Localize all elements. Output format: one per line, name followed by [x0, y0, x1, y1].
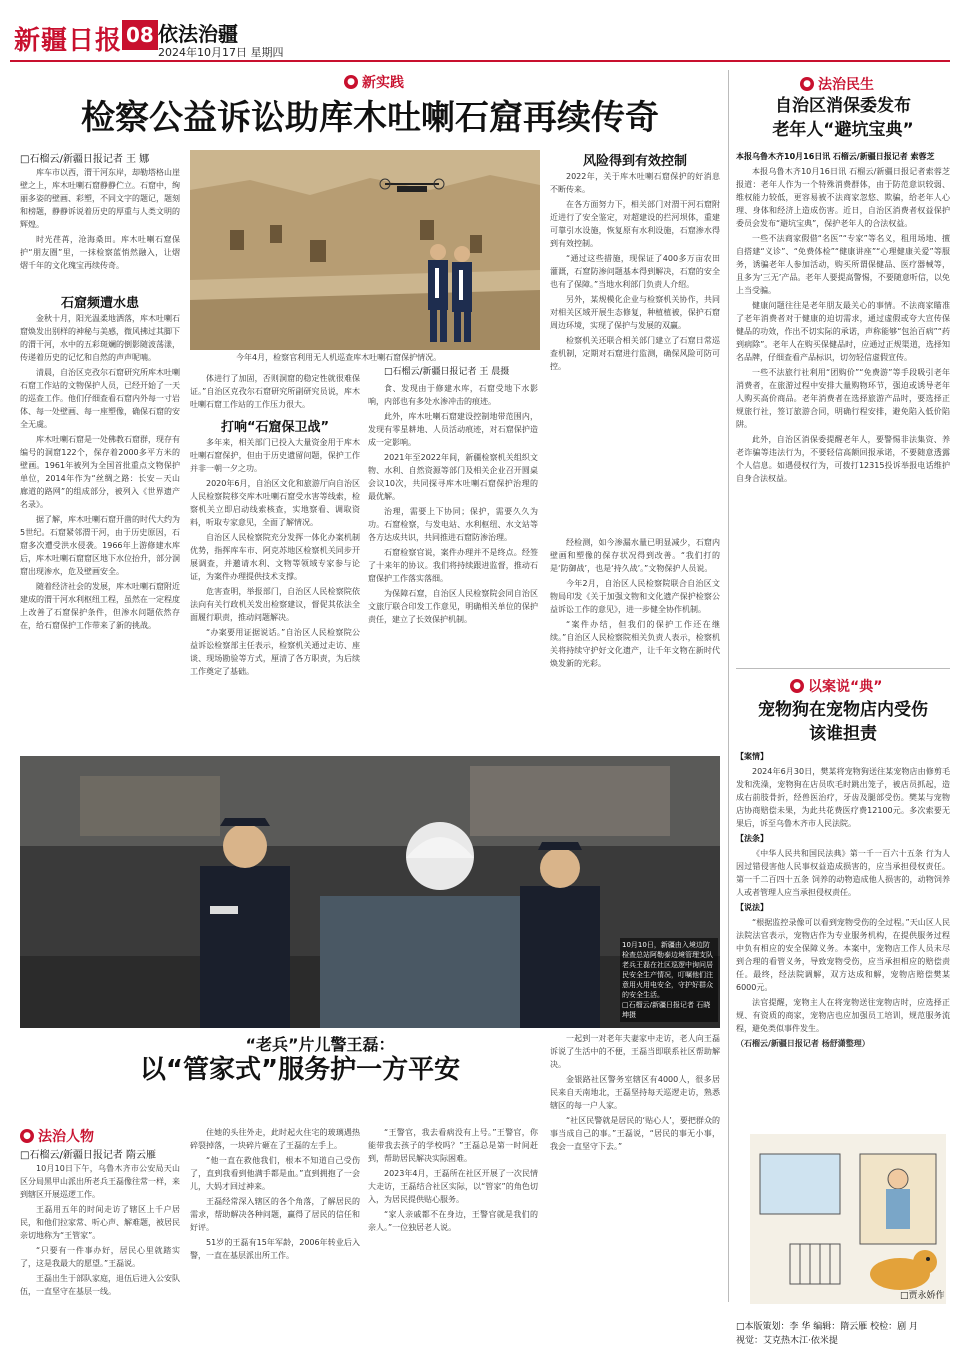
lead-subhead-3: 风险得到有效控制 [582, 154, 687, 169]
lead-column-2: 多年来，相关部门已投入大量资金用于库木吐喇石窟保护，但由于历史遗留问题，保护工作并非一朝一夕之功。 2020年6月，自治区文化和旅游厅向自治区人民检察院移交库木吐喇石窟受水害等线索，检察机关立即启动线索核查，实地察看、调取资料，听取专家意见，全面了解情况。 自治区人民检察院充分发挥一体化办案机制优势，指挥库车市、阿克苏地区检察机关同步开展调查，并邀请水利、文物等领域专家参与论证，为案件办理提供技术支撑。 危害查明，举报部门，自治区人民检察院依法向有关行政机关发出检察建议，督促其依法全面履行职责，推动问题解决。 “办案要用证据说话。”自治区人民检察院公益诉讼检察部主任表示，检察机关通过走访、座谈、现场勘验等方式，厘清了各方职责，为后续工作奠定了基础。 [190, 438, 360, 676]
page-number: 08 [122, 20, 158, 50]
feature-kicker: ● 法治人物 [20, 1126, 94, 1146]
lead-photo-credit: □石榴云/新疆日报记者 王 晨摄 [384, 367, 510, 377]
lead-column-3: 食、发现由于修建水库，石窟受地下水影响，内部也有多处水渗冲击的痕迹。 此外，库木吐喇石窟建设控制地带范围内，发现有零星耕地、人员活动痕迹，对石窟保护造成一定影响。 2021年至2022年间，新疆检察机关组织文物、水利、自然资源等部门及相关企业召开圆桌会议10次，共同探寻库木吐喇石窟保护治理的最优解。 治理，需要上下协同；保护，需要久久为功。石窟检察，与发电站、水利枢纽、水文站等各方达成共识，共同推进石窟防渗治理。 石窟检察官说，案件办理并不是终点。经签了十来年的协议。我们将持续跟进监督，推动石窟保护工作落实落细。 为保障石窟，自治区人民检察院会同自治区文旅厅联合印发工作意见，明确相关单位的保护责任，建立了长效保护机制。 [368, 384, 538, 624]
feature-column-2: 住她的头往外走，此时起火住宅的玻璃遇热碎裂掉落，一块碎片砸在了王磊的左手上。 “他一直在救他我们，根本不知道自己受伤了，直到我看到他满手都是血。”直到拥抱了一会儿，大妈才回过神来。 王磊经常深入辖区的各个角落，了解居民的需求，帮助解决各种问题，赢得了居民的信任和好评。 51岁的王磊有15年军龄，2006年转业后入警，一直在基层派出所工作。 [190, 1128, 360, 1260]
qa-kicker: ● 以案说“典” [790, 676, 882, 696]
feature-column-4: 一起到一对老年夫妻家中走访，老人向王磊诉说了生活中的不便，王磊当即联系社区帮助解决。 金银路社区警务室辖区有4000人，很多居民来自天南地北，王磊坚持每天巡逻走访，熟悉辖区的每一户人家。 “社区民警就是居民的‘贴心人’，要把群众的事当成自己的事。”王磊说，“居民的事无小事，我会一直坚守下去。” [550, 1034, 720, 1151]
kicker-dot-icon: ● [20, 1129, 34, 1143]
pet-shop-cartoon-illustration [750, 1134, 946, 1304]
page-credits: □本版策划：李 华 编辑：隋云雁 校检：剧 月 视觉：艾克热木江·依米提 [736, 1322, 918, 1346]
qa-body: 【案情】 2024年6月30日，樊某将宠物狗送往某宠物店由修剪毛发和洗澡，宠物狗在店员吹毛时跳出笼子，被店员抓起，造成右前肢骨折，经兽医治疗，牙齿及腿部受伤。樊某与宠物店协商赔偿未果，为此共花费医疗费12100元。多次索要无果后，诉至乌鲁木齐市人民法院。 【法条】 《中华人民共和国民法典》第一千一百六十五条 行为人因过错侵害他人民事权益造成损害的，应当承担侵权责任。第一千二百四十五条 饲养的动物造成他人损害的，动物饲养人或者管理人应当承担侵权责任。 【说法】 “根据监控录像可以看到宠物受伤的全过程。”天山区人民法院法官表示，宠物店作为专业服务机构，在提供服务过程中负有相应的安全保障义务。本案中，宠物店工作人员未尽到合理的看管义务，导致宠物受伤，应当承担相应的赔偿责任。最终，经法院调解，双方达成和解，宠物店赔偿樊某6000元。 法官提醒，宠物主人在将宠物送往宠物店时，应选择正规、有资质的商家，宠物店也应加强员工培训，规范服务流程，避免类似事件发生。 （石榴云/新疆日报记者 杨舒潇整理） [736, 752, 950, 1048]
feature-column-1: 10月10日下午，乌鲁木齐市公安局天山区分局黑甲山派出所老兵王磊像往常一样，来到辖区开展巡逻工作。 王磊用五年的时间走访了辖区上千户居民，和他们拉家常、听心声、解难题，被居民亲切地称为“王管家”。 “只要有一件事办好，居民心里就踏实了，这是我最大的愿望。”王磊说。 王磊出生于部队家庭，退伍后进入公安队伍，一直坚守在基层一线。 [20, 1164, 180, 1296]
livelihood-kicker: ● 法治民生 [800, 74, 874, 94]
feature-pre-title: “老兵”片儿警王磊： [245, 1035, 395, 1054]
section-divider [736, 668, 950, 669]
lead-photo [190, 150, 540, 350]
lead-column-4: 2022年，关于库木吐喇石窟保护的好消息不断传来。 在各方面努力下，相关部门对渭干河石窟附近进行了安全鉴定，对超建设的拦河坝体，重建可靠引水设施，恢复原有水利设施，石窟渗水得到有效控制。 “通过这些措施，现保证了400多万亩农田灌溉，石窟防渗问题基本得到解决，石窟的安全也有了保障。”当地水利部门负责人介绍。 另外，某规模化企业与检察机关协作，共同对相关区域开展生态修复，种植植被，保护石窟周边环境，实现了保护与发展的双赢。 检察机关还联合相关部门建立了石窟日常巡查机制，定期对石窟进行监测，确保风险可防可控。 [550, 172, 720, 371]
feature-column-3: “王警官，我去看病没有上号。”王警官，你能带我去孩子的学校吗？”王磊总是第一时间赶到，帮助居民解决实际困难。 2023年4月，王磊所在社区开展了一次民情大走访，王磊结合社区实际，以“管家”的角色切入，为居民提供贴心服务。 “家人亲戚都不在身边，王警官就是我们的亲人。”一位独居老人说。 [368, 1128, 538, 1232]
kicker-dot-icon: ● [344, 75, 358, 89]
qa-headline: 宠物狗在宠物店内受伤 该谁担责 [758, 700, 928, 744]
column-divider [728, 70, 729, 1302]
masthead [10, 18, 950, 58]
feature-photo-caption: 10月10日，新疆由入境边防检查总站阿勒泰边境管理支队老兵王磊在社区巡逻中询问居民安全生产情况，叮嘱他们注意用火用电安全，守护好群众的安全生活。 □石榴云/新疆日报记者 石晓坤摄 [620, 938, 718, 1022]
lead-headline: 检察公益诉讼助库木吐喇石窟再续传奇 [81, 98, 659, 138]
dateline: 2024年10月17日 星期四 [158, 46, 284, 59]
lead-column-2-top: 体进行了加固，否则洞窟的稳定性就很难保证。”自治区克孜尔石窟研究所副研究员说，库木吐喇石窟工作站的工作压力很大。 [190, 374, 360, 409]
lead-column-5: 经检测，如今渗漏水量已明显减少，石窟内壁画和塑像的保存状况得到改善。“我们打的是‘防御战’，也是‘持久战’。”文物保护人员说。 今年2月，自治区人民检察院联合自治区文物局印发《关于加强文物和文化遗产保护检察公益诉讼工作的意见》，进一步健全协作机制。 “案件办结，但我们的保护工作还在继续。”自治区人民检察院相关负责人表示，检察机关将持续守护好文化遗产，让千年文物在新时代焕发新的光彩。 [550, 538, 720, 668]
grottoes-photo-illustration [190, 150, 540, 350]
section-title: 依法治疆 [158, 22, 238, 46]
kicker-dot-icon: ● [800, 77, 814, 91]
lead-kicker: ● 新实践 [344, 72, 404, 92]
feature-headline: 以“管家式”服务护一方平安 [139, 1055, 461, 1085]
lead-photo-caption: 今年4月，检察官利用无人机巡查库木吐喇石窟保护情况。 [236, 353, 442, 362]
police-visit-photo-illustration [20, 756, 720, 1028]
qa-cartoon [750, 1134, 946, 1304]
lead-subhead-2: 打响“石窟保卫战” [220, 420, 330, 435]
feature-photo [20, 756, 720, 1028]
livelihood-body: 本报乌鲁木齐10月16日讯 石榴云/新疆日报记者 索蓉芝 本报乌鲁木齐10月16日讯 石榴云/新疆日报记者索蓉芝报道：老年人作为一个特殊消费群体，由于防范意识较弱、维权能力较低，更容易被不法商家忽悠、欺骗，给老年人心理、身体和经济上造成伤害。近日，自治区消费者权益保护委员会发布“避坑宝典”，保护老年人的合法权益。 一些不法商家假借“名医”“专家”等名义，租用场地、擅自搭建“义诊”、“免费体检”“健康讲座”“心理健康关爱”等服务，诱骗老年人参加活动，购买所谓保健品、医疗器械等，且多为‘三无’产品。老年人要提高警惕，不要随意听信，以免上当受骗。 健康问题往往是老年朋友最关心的事情。不法商家瞄准了老年消费者对于健康的迫切需求，通过虚假或夸大宣传保健品的功效，作出不切实际的承诺，声称能够“包治百病”“药到病除”。老年人在购买保健品时，应通过正规渠道，选择知名品牌，仔细查看产品标识，切勿轻信虚假宣传。 一些不法旅行社利用“团购价”“免费游”等手段吸引老年消费者，在旅游过程中安排大量购物环节，强迫或诱导老年人购买高价商品。老年消费者在选择旅游产品时，要选择正规旅行社，签订旅游合同，明确行程安排，避免陷入低价陷阱。 此外，自治区消保委提醒老年人，要警惕非法集资、养老诈骗等违法行为，不要轻信高额回报承诺，不要随意透露个人信息。如遇侵权行为，可拨打12315投诉举报电话维护自身合法权益。 [736, 152, 950, 483]
newspaper-logo: 新疆日报 [14, 26, 123, 56]
kicker-dot-icon: ● [790, 679, 804, 693]
feature-byline: □石榴云/新疆日报记者 隋云雁 [20, 1150, 156, 1161]
cartoon-credit: □贾永娇作 [900, 1291, 945, 1301]
lead-byline: □石榴云/新疆日报记者 王 娜 [20, 154, 150, 165]
lead-column-1: 金秋十月，阳光温柔地洒落，库木吐喇石窟焕发出别样的神秘与美感，微风拂过其脚下的渭干河，水中的五彩斑斓的倒影随波荡漾，传递着历史的记忆和自然的声声呢喃。 清晨，自治区克孜尔石窟研究所库木吐喇石窟工作站的文物保护人员，已经开始了一天的巡查工作。他们仔细查看石窟内外每一寸岩体、每一处壁画、每一座塑像，确保石窟的安全无虞。 库木吐喇石窟是一处佛教石窟群，现存有编号的洞窟122个，保存着2000多平方米的壁画。1961年被列为全国首批重点文物保护单位，2014年作为“丝绸之路：长安－天山廊道的路网”的组成部分，被列入《世界遗产名录》。 据了解，库木吐喇石窟开凿的时代大约为5世纪。石窟紧邻渭干河，由于历史原因，石窟多次遭受洪水侵袭。1966年上游修建水库后，库木吐喇石窟窟区地下水位抬升，部分洞窟出现渗水，危及壁画安全。 随着经济社会的发展，库木吐喇石窟附近建成的渭干河水利枢纽工程，虽然在一定程度上改善了石窟保护条件，但渗水问题依然存在，给石窟保护工作带来了新的挑战。 [20, 314, 180, 630]
lead-intro: 库车市以西，渭干河东岸，却勒塔格山崖壁之上，库木吐喇石窟静静伫立。石窟中，绚丽多姿的壁画、彩塑，不同文字的题记，题刻和榜题，静静诉说着历史的厚重与人类文明的辉煌。 时光荏苒，沧海桑田。库木吐喇石窟保护“朋友圈”里，一抹检察蓝悄然融入，让熠熠千年的文化瑰宝再续传奇。 [20, 168, 180, 270]
livelihood-headline: 自治区消保委发布 老年人“避坑宝典” [772, 96, 914, 140]
masthead-rule [10, 60, 950, 62]
lead-subhead-1: 石窟频遭水患 [60, 296, 139, 311]
